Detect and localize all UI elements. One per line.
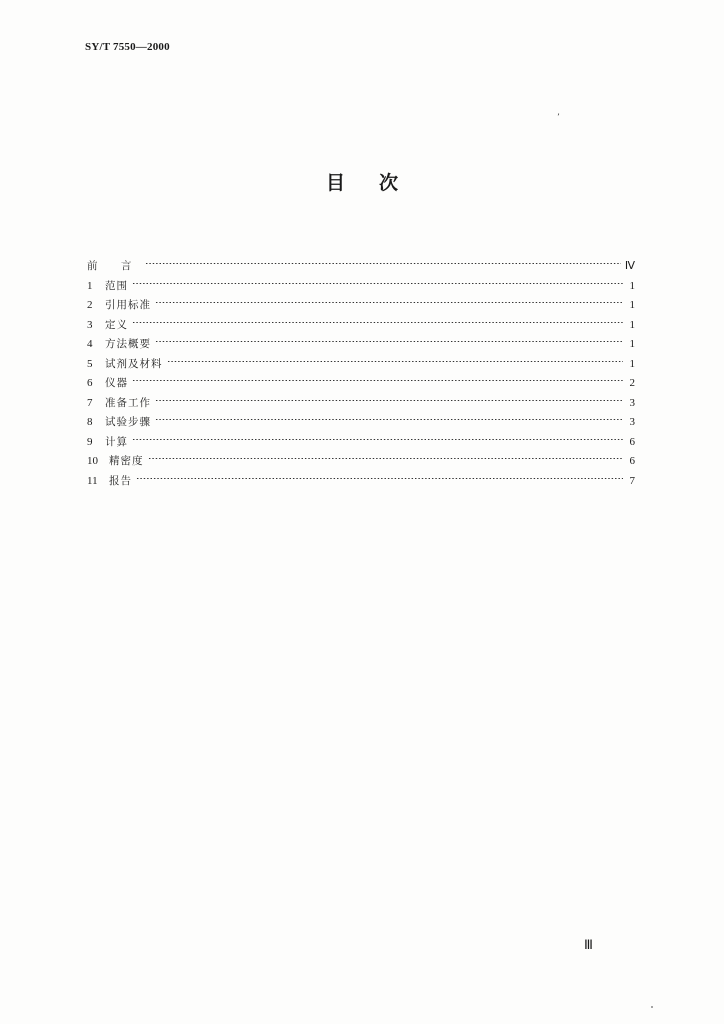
page-title <box>0 168 724 195</box>
toc-leader-dots <box>167 361 624 362</box>
toc-entry-title: 精密度 <box>109 455 144 467</box>
toc-entry-title: 前 言 <box>87 260 142 272</box>
toc-leader-dots <box>155 419 623 420</box>
toc-entry-number: 2 <box>87 299 93 311</box>
toc-entry-11[interactable] <box>87 472 635 492</box>
toc-entry-page: 1 <box>629 318 635 331</box>
toc-entry-page: 3 <box>629 416 635 428</box>
toc-entry-page: 2 <box>629 377 635 389</box>
toc-leader-dots <box>136 478 623 479</box>
toc-entry-page: 1 <box>629 279 635 292</box>
toc-entry-page: 1 <box>629 357 635 370</box>
toc-entry-10[interactable] <box>87 452 635 472</box>
toc-entry-page: 3 <box>629 396 635 409</box>
toc-entry-title: 方法概要 <box>105 338 151 350</box>
toc-entry-title: 试验步骤 <box>105 416 151 428</box>
toc-entry-title: 准备工作 <box>105 396 151 409</box>
toc-leader-dots <box>145 263 621 264</box>
stray-mark: ʼ <box>557 113 560 123</box>
toc-leader-dots <box>155 400 623 401</box>
toc-entry-7[interactable] <box>87 394 635 414</box>
toc-entry-number: 8 <box>87 416 93 428</box>
scan-speck <box>651 1006 653 1008</box>
toc-leader-dots <box>132 380 623 381</box>
toc-entry-6[interactable] <box>87 374 635 394</box>
toc-entry-number: 10 <box>87 455 98 467</box>
toc-entry-number: 4 <box>87 338 93 350</box>
title-char-2: 次 <box>379 172 399 194</box>
toc-entry-page: 6 <box>629 455 635 467</box>
toc-entry-page: 1 <box>629 338 635 350</box>
toc-entry-number: 7 <box>87 396 93 409</box>
toc-entry-page: 6 <box>629 435 635 448</box>
toc-entry-title: 计算 <box>105 435 128 448</box>
toc-entry-number: 3 <box>87 318 93 331</box>
toc-entry-number: 6 <box>87 377 93 389</box>
standard-code: SY/T 7550—2000 <box>85 41 170 53</box>
toc-leader-dots <box>155 302 623 303</box>
toc-leader-dots <box>148 458 624 459</box>
toc-entry-title: 定义 <box>105 318 128 331</box>
toc-entry-page: 7 <box>629 474 635 487</box>
toc-entry-number: 11 <box>87 474 98 487</box>
toc-entry-number: 1 <box>87 279 93 292</box>
title-char-1: 目 <box>325 172 345 194</box>
table-of-contents <box>87 257 635 491</box>
toc-entry-4[interactable] <box>87 335 635 355</box>
page-number: Ⅲ <box>584 937 593 952</box>
toc-leader-dots <box>132 439 623 440</box>
toc-entry-number: 5 <box>87 357 93 370</box>
toc-entry-2[interactable] <box>87 296 635 316</box>
toc-leader-dots <box>155 341 623 342</box>
toc-entry-title: 报告 <box>109 474 132 487</box>
toc-entry-title: 试剂及材料 <box>105 357 163 370</box>
toc-entry-9[interactable] <box>87 433 635 453</box>
toc-leader-dots <box>132 283 623 284</box>
toc-entry-title: 引用标准 <box>105 299 151 311</box>
toc-entry-3[interactable] <box>87 316 635 336</box>
toc-entry-foreword[interactable] <box>87 257 635 277</box>
toc-entry-page: Ⅳ <box>624 260 635 272</box>
toc-entry-title: 仪器 <box>105 377 128 389</box>
toc-entry-1[interactable] <box>87 277 635 297</box>
toc-entry-5[interactable] <box>87 355 635 375</box>
toc-entry-page: 1 <box>629 299 635 311</box>
toc-entry-number: 9 <box>87 435 93 448</box>
toc-entry-title: 范围 <box>105 279 128 292</box>
toc-leader-dots <box>132 322 623 323</box>
toc-entry-8[interactable] <box>87 413 635 433</box>
